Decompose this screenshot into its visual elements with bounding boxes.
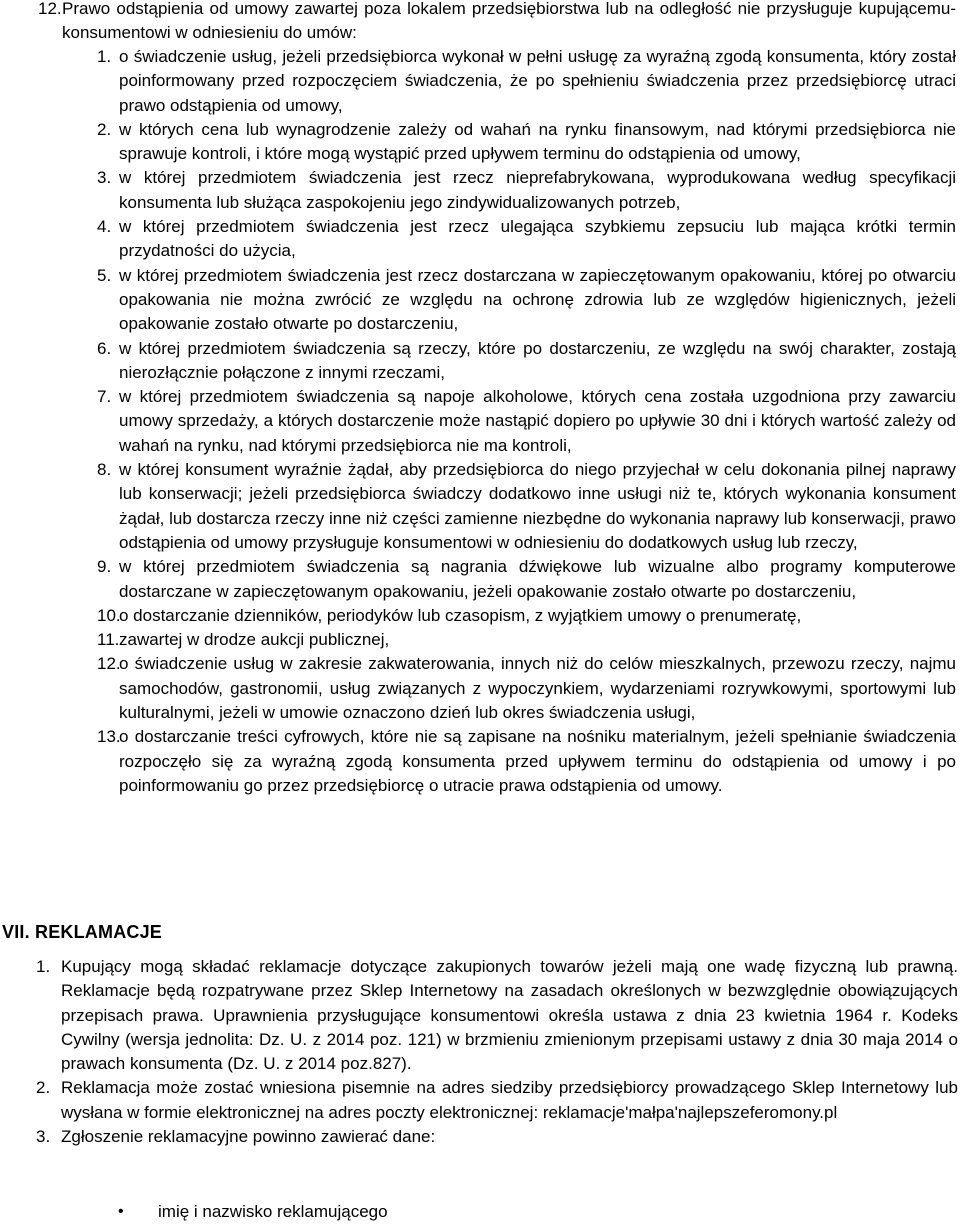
list-item bbox=[36, 1076, 958, 1125]
list-item-number: 6. bbox=[97, 338, 112, 358]
list-item bbox=[97, 337, 956, 386]
exceptions-list bbox=[97, 45, 956, 798]
list-item-text: w której przedmiotem świadczenia są rzeczy, które po dostarczeniu, ze względu na swój charakter, zostają nierozłącznie połączone z innymi rzeczami, bbox=[119, 338, 956, 382]
bullet-item bbox=[118, 1200, 918, 1224]
list-item-number: 5. bbox=[97, 265, 112, 285]
list-item-number: 2. bbox=[97, 119, 112, 139]
list-item bbox=[97, 604, 956, 628]
list-item-number: 4. bbox=[97, 217, 112, 237]
list-item-text: Prawo odstąpienia od umowy zawartej poza lokalem przedsiębiorstwa lub na odległość nie przysługuje kupującemu-konsumentowi w odniesieniu do umów: bbox=[62, 0, 956, 43]
section-heading: VII. REKLAMACJE bbox=[2, 922, 163, 942]
list-item-text: zawartej w drodze aukcji publicznej, bbox=[119, 630, 390, 650]
list-item-number: 13. bbox=[97, 727, 121, 747]
list-item bbox=[36, 1125, 958, 1149]
list-item bbox=[97, 458, 956, 555]
bullet-text: imię i nazwisko reklamującego bbox=[158, 1202, 388, 1221]
list-item bbox=[97, 628, 956, 652]
required-data-list bbox=[118, 1200, 918, 1224]
list-item-12 bbox=[38, 0, 956, 46]
list-item-text: w której przedmiotem świadczenia jest rzecz ulegająca szybkiemu zepsuciu lub mająca krótki termin przydatności do użycia, bbox=[119, 217, 956, 261]
list-item-number: 2. bbox=[36, 1078, 51, 1098]
list-item bbox=[97, 725, 956, 798]
list-item bbox=[97, 215, 956, 264]
list-item-text: o świadczenie usług, jeżeli przedsiębiorca wykonał w pełni usługę za wyraźną zgodą konsumenta, który został poinformowany przed rozpoczęciem świadczenia, że po spełnieniu świadczenia przez przedsiębiorcę utraci prawo odstąpienia od umowy, bbox=[119, 47, 956, 115]
complaints-list bbox=[36, 955, 958, 1149]
list-item-text: w której przedmiotem świadczenia są nagrania dźwiękowe lub wizualne albo programy komputerowe dostarczane w zapieczętowanym opakowaniu, jeżeli opakowanie zostało otwarte po dostarczeniu, bbox=[119, 557, 956, 601]
list-item-text: w której przedmiotem świadczenia jest rzecz dostarczana w zapieczętowanym opakowaniu, której po otwarciu opakowania nie można zwrócić ze względu na ochronę zdrowia lub ze względów higienicznych, jeżeli opakowanie zostało otwarte po dostarczeniu, bbox=[119, 265, 956, 334]
list-item-text: o dostarczanie treści cyfrowych, które nie są zapisane na nośniku materialnym, jeżeli spełnianie świadczenia rozpoczęło się za wyraźną zgodą konsumenta przed upływem terminu do odstąpienia od umowy i po poinformowaniu go przez przedsiębiorcę o utracie prawa odstąpienia od umowy. bbox=[119, 727, 956, 795]
list-item-number: 1. bbox=[36, 957, 51, 976]
list-item-text: w której przedmiotem świadczenia są napoje alkoholowe, których cena została uzgodniona przy zawarciu umowy sprzedaży, a których dostarczenie może nastąpić dopiero po upływie 30 dni i których wartość zależy od wahań na rynku, nad którymi przedsiębiorca nie ma kontroli, bbox=[119, 387, 956, 455]
list-item-number: 1. bbox=[97, 47, 112, 66]
list-item-text: w której konsument wyraźnie żądał, aby przedsiębiorca do niego przyjechał w celu dokonania pilnej naprawy lub konserwacji; jeżeli przedsiębiorca świadczy dodatkowo inne usługi niż te, których wykonania konsument żądał, lub dostarcza rzeczy inne niż części zamienne niezbędne do wykonania naprawy lub konserwacji, prawo odstąpienia od umowy przysługuje konsumentowi w odniesieniu do dodatkowych usług lub rzeczy, bbox=[119, 460, 956, 552]
list-item-number: 12. bbox=[38, 0, 62, 18]
list-item-number: 10. bbox=[97, 605, 121, 625]
list-item-text: o dostarczanie dzienników, periodyków lub czasopism, z wyjątkiem umowy o prenumeratę, bbox=[119, 605, 802, 625]
list-item-text: w których cena lub wynagrodzenie zależy od wahań na rynku finansowym, nad którymi przedsiębiorca nie sprawuje kontroli, i które mogą wystąpić przed upływem terminu do odstąpienia od umowy, bbox=[119, 119, 956, 164]
list-item bbox=[97, 45, 956, 118]
list-item-number: 3. bbox=[97, 168, 112, 188]
list-item-text: o świadczenie usług w zakresie zakwaterowania, innych niż do celów mieszkalnych, przewozu rzeczy, najmu samochodów, gastronomii, usług związanych z wypoczynkiem, wydarzeniami rozrywkowymi, sportowymi lub kulturalnymi, jeżeli w umowie oznaczono dzień lub okres świadczenia usługi, bbox=[119, 654, 956, 723]
list-item-number: 3. bbox=[36, 1127, 51, 1147]
list-item bbox=[97, 555, 956, 604]
list-item-number: 8. bbox=[97, 460, 112, 480]
list-item bbox=[97, 652, 956, 725]
list-item bbox=[97, 385, 956, 458]
list-item-number: 11. bbox=[97, 630, 120, 650]
list-item-text: Zgłoszenie reklamacyjne powinno zawierać dane: bbox=[61, 1127, 436, 1147]
list-item bbox=[97, 264, 956, 337]
list-item-text: Reklamacja może zostać wniesiona pisemnie na adres siedziby przedsiębiorcy prowadzącego Sklep Internetowy lub wysłana w formie elektronicznej na adres poczty elektronicznej: reklamacje'małpa'najlepszeferomony.pl bbox=[61, 1078, 958, 1122]
list-item bbox=[97, 166, 956, 215]
list-item bbox=[36, 955, 958, 1076]
list-item bbox=[97, 118, 956, 167]
list-item-text: Kupujący mogą składać reklamacje dotyczące zakupionych towarów jeżeli mają one wadę fizyczną lub prawną. Reklamacje będą rozpatrywane przez Sklep Internetowy na zasadach określonych w bezwzględnie obowiązujących przepisach prawa. Uprawnienia przysługujące konsumentowi określa ustawa z dnia 23 kwietnia 1964 r. Kodeks Cywilny (wersja jednolita: Dz. U. z 2014 poz. 121) w brzmieniu zmienionym przepisami ustawy z dnia 30 maja 2014 o prawach konsumenta (Dz. U. z 2014 poz.827). bbox=[61, 957, 958, 1074]
list-item-number: 9. bbox=[97, 557, 112, 577]
list-item-number: 12. bbox=[97, 654, 121, 674]
bullet-marker: • bbox=[118, 1203, 124, 1220]
list-item-text: w której przedmiotem świadczenia jest rzecz nieprefabrykowana, wyprodukowana według specyfikacji konsumenta lub służąca zaspokojeniu jego zindywidualizowanych potrzeb, bbox=[119, 168, 956, 212]
list-item-number: 7. bbox=[97, 387, 112, 407]
